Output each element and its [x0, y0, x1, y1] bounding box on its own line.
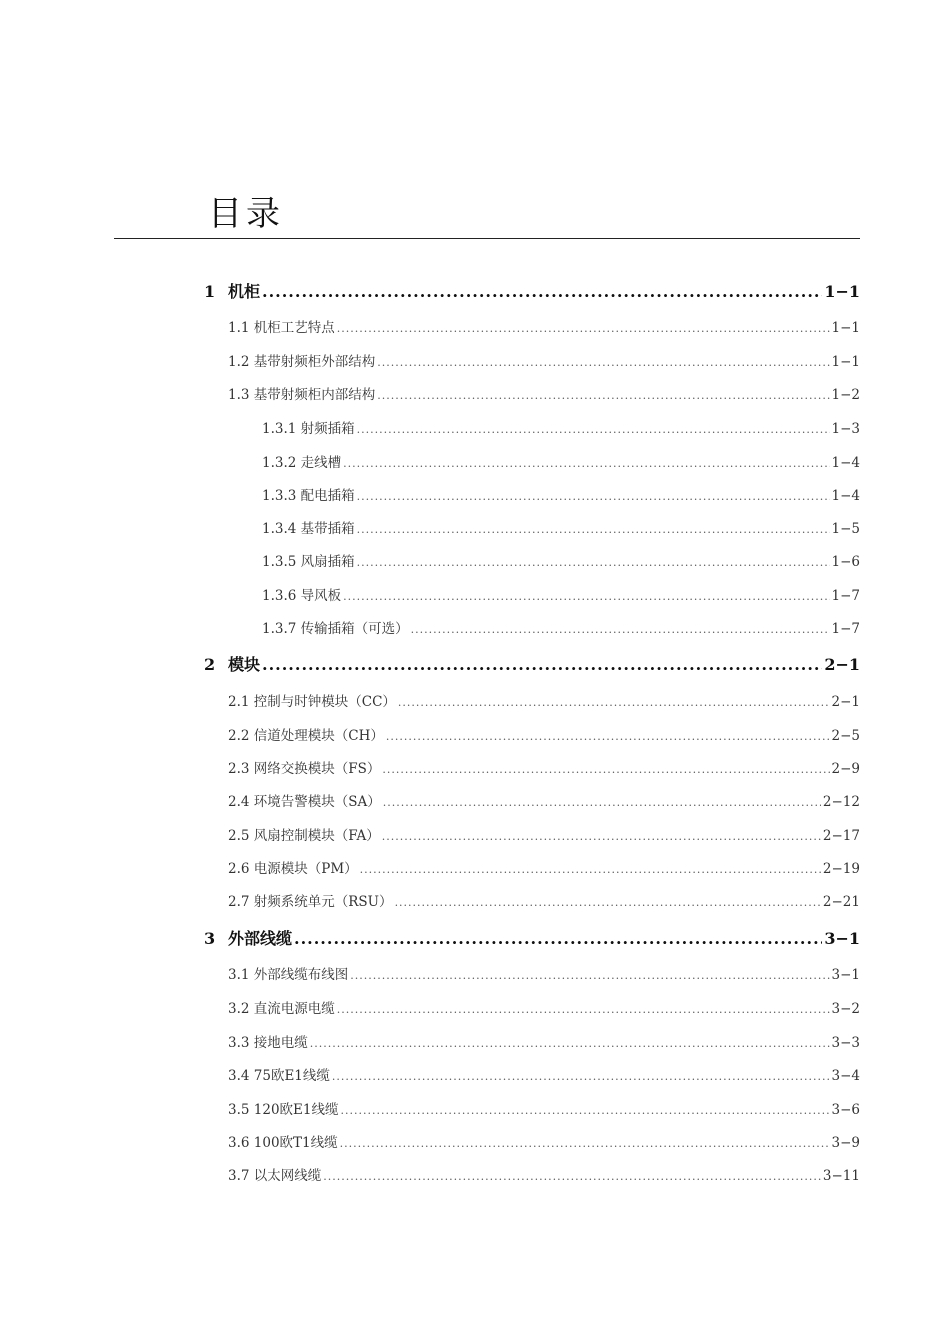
toc-page-number: 1−3	[831, 421, 860, 437]
toc-leader-dots	[350, 969, 829, 982]
toc-leader-dots	[262, 282, 822, 301]
toc-section-title: 2.6 电源模块（PM）	[228, 861, 358, 877]
toc-leader-dots	[262, 655, 822, 674]
toc-leader-dots	[340, 1137, 830, 1150]
toc-subsection-title: 1.3.3 配电插箱	[262, 488, 355, 504]
toc-chapter-number: 2	[204, 655, 216, 674]
toc-leader-dots	[382, 763, 829, 776]
toc-section-title: 3.5 120欧E1线缆	[228, 1102, 339, 1118]
toc-section-title: 3.7 以太网线缆	[228, 1168, 322, 1184]
toc-section-1-1[interactable]	[228, 316, 860, 336]
toc-leader-dots	[343, 590, 829, 603]
toc-chapter-title: 外部线缆	[228, 929, 293, 948]
toc-subsection-1-3-3[interactable]	[262, 484, 860, 504]
toc-leader-dots	[332, 1070, 830, 1083]
toc-page-number: 1−1	[831, 354, 860, 370]
toc-section-2-1[interactable]	[228, 690, 860, 710]
toc-section-3-3[interactable]	[228, 1031, 860, 1051]
toc-leader-dots	[382, 830, 821, 843]
toc-page-number: 2−5	[831, 728, 860, 744]
page-title: 目录	[208, 194, 284, 234]
toc-page-number: 3−11	[822, 1168, 860, 1184]
toc-section-3-7[interactable]	[228, 1164, 860, 1184]
toc-leader-dots	[395, 896, 821, 909]
toc-leader-dots	[377, 389, 829, 402]
toc-chapter-title: 机柜	[228, 282, 261, 301]
toc-page-number: 3−3	[831, 1035, 860, 1051]
toc-leader-dots	[340, 1104, 829, 1117]
toc-page-number: 3−4	[831, 1068, 860, 1084]
toc-page-number: 3−1	[824, 929, 860, 948]
toc-chapter-3[interactable]	[204, 926, 860, 949]
toc-section-title: 3.4 75欧E1线缆	[228, 1068, 330, 1084]
toc-leader-dots	[357, 490, 830, 503]
toc-section-1-3[interactable]	[228, 383, 860, 403]
toc-section-title: 2.7 射频系统单元（RSU）	[228, 894, 393, 910]
toc-section-2-4[interactable]	[228, 790, 860, 810]
toc-section-title: 3.6 100欧T1线缆	[228, 1135, 338, 1151]
toc-chapter-number: 3	[204, 929, 216, 948]
toc-section-title: 1.1 机柜工艺特点	[228, 320, 335, 336]
toc-section-title: 2.5 风扇控制模块（FA）	[228, 828, 380, 844]
toc-page-number: 2−19	[822, 861, 860, 877]
toc-section-3-6[interactable]	[228, 1131, 860, 1151]
toc-page-number: 2−9	[831, 761, 860, 777]
toc-page-number: 1−5	[831, 521, 860, 537]
toc-chapter-title: 模块	[228, 655, 261, 674]
toc-subsection-title: 1.3.1 射频插箱	[262, 421, 355, 437]
toc-chapter-number: 1	[204, 282, 216, 301]
toc-leader-dots	[357, 556, 830, 569]
toc-subsection-title: 1.3.5 风扇插箱	[262, 554, 355, 570]
toc-subsection-1-3-2[interactable]	[262, 451, 860, 471]
toc-page-number: 2−1	[831, 694, 860, 710]
toc-leader-dots	[411, 623, 830, 636]
toc-leader-dots	[323, 1170, 821, 1183]
toc-leader-dots	[398, 696, 830, 709]
toc-page-number: 1−1	[824, 282, 860, 301]
toc-section-3-4[interactable]	[228, 1064, 860, 1084]
toc-page-number: 1−4	[831, 488, 860, 504]
toc-leader-dots	[310, 1037, 830, 1050]
toc-section-2-5[interactable]	[228, 824, 860, 844]
toc-page-number: 2−17	[822, 828, 860, 844]
toc-section-2-3[interactable]	[228, 757, 860, 777]
toc-subsection-1-3-5[interactable]	[262, 550, 860, 570]
toc-subsection-1-3-6[interactable]	[262, 584, 860, 604]
toc-subsection-title: 1.3.6 导风板	[262, 588, 342, 604]
toc-page-number: 1−6	[831, 554, 860, 570]
toc-section-3-1[interactable]	[228, 963, 860, 983]
toc-leader-dots	[357, 523, 830, 536]
toc-page-number: 1−2	[831, 387, 860, 403]
toc-section-title: 1.2 基带射频柜外部结构	[228, 354, 376, 370]
toc-section-3-5[interactable]	[228, 1098, 860, 1118]
toc-subsection-1-3-7[interactable]	[262, 617, 860, 637]
toc-page-number: 2−1	[824, 655, 860, 674]
toc-leader-dots	[383, 796, 821, 809]
toc-leader-dots	[357, 423, 830, 436]
toc-page-number: 1−7	[831, 621, 860, 637]
toc-subsection-title: 1.3.7 传输插箱（可选）	[262, 621, 409, 637]
toc-leader-dots	[294, 929, 822, 948]
toc-subsection-1-3-1[interactable]	[262, 417, 860, 437]
toc-section-title: 3.1 外部线缆布线图	[228, 967, 349, 983]
toc-section-title: 1.3 基带射频柜内部结构	[228, 387, 376, 403]
toc-leader-dots	[337, 1003, 830, 1016]
toc-page-number: 1−1	[831, 320, 860, 336]
toc-page-number: 1−4	[831, 455, 860, 471]
toc-leader-dots	[343, 457, 829, 470]
toc-leader-dots	[377, 356, 829, 369]
toc-leader-dots	[386, 730, 830, 743]
toc-section-1-2[interactable]	[228, 350, 860, 370]
toc-section-2-7[interactable]	[228, 890, 860, 910]
toc-subsection-title: 1.3.4 基带插箱	[262, 521, 355, 537]
toc-section-title: 2.2 信道处理模块（CH）	[228, 728, 384, 744]
toc-section-title: 2.4 环境告警模块（SA）	[228, 794, 381, 810]
toc-section-title: 2.1 控制与时钟模块（CC）	[228, 694, 396, 710]
toc-page-number: 2−21	[822, 894, 860, 910]
toc-section-title: 3.2 直流电源电缆	[228, 1001, 335, 1017]
toc-leader-dots	[360, 863, 821, 876]
toc-page-number: 3−9	[831, 1135, 860, 1151]
toc-page-number: 1−7	[831, 588, 860, 604]
toc-section-3-2[interactable]	[228, 997, 860, 1017]
toc-page-number: 2−12	[822, 794, 860, 810]
toc-section-title: 3.3 接地电缆	[228, 1035, 308, 1051]
toc-subsection-title: 1.3.2 走线槽	[262, 455, 342, 471]
toc-page-number: 3−6	[831, 1102, 860, 1118]
toc-leader-dots	[337, 322, 830, 335]
toc-section-2-2[interactable]	[228, 724, 860, 744]
toc-chapter-2[interactable]	[204, 652, 860, 675]
toc-page-number: 3−1	[831, 967, 860, 983]
toc-section-2-6[interactable]	[228, 857, 860, 877]
toc-subsection-1-3-4[interactable]	[262, 517, 860, 537]
toc-section-title: 2.3 网络交换模块（FS）	[228, 761, 381, 777]
toc-page-number: 3−2	[831, 1001, 860, 1017]
toc-chapter-1[interactable]	[204, 279, 860, 302]
